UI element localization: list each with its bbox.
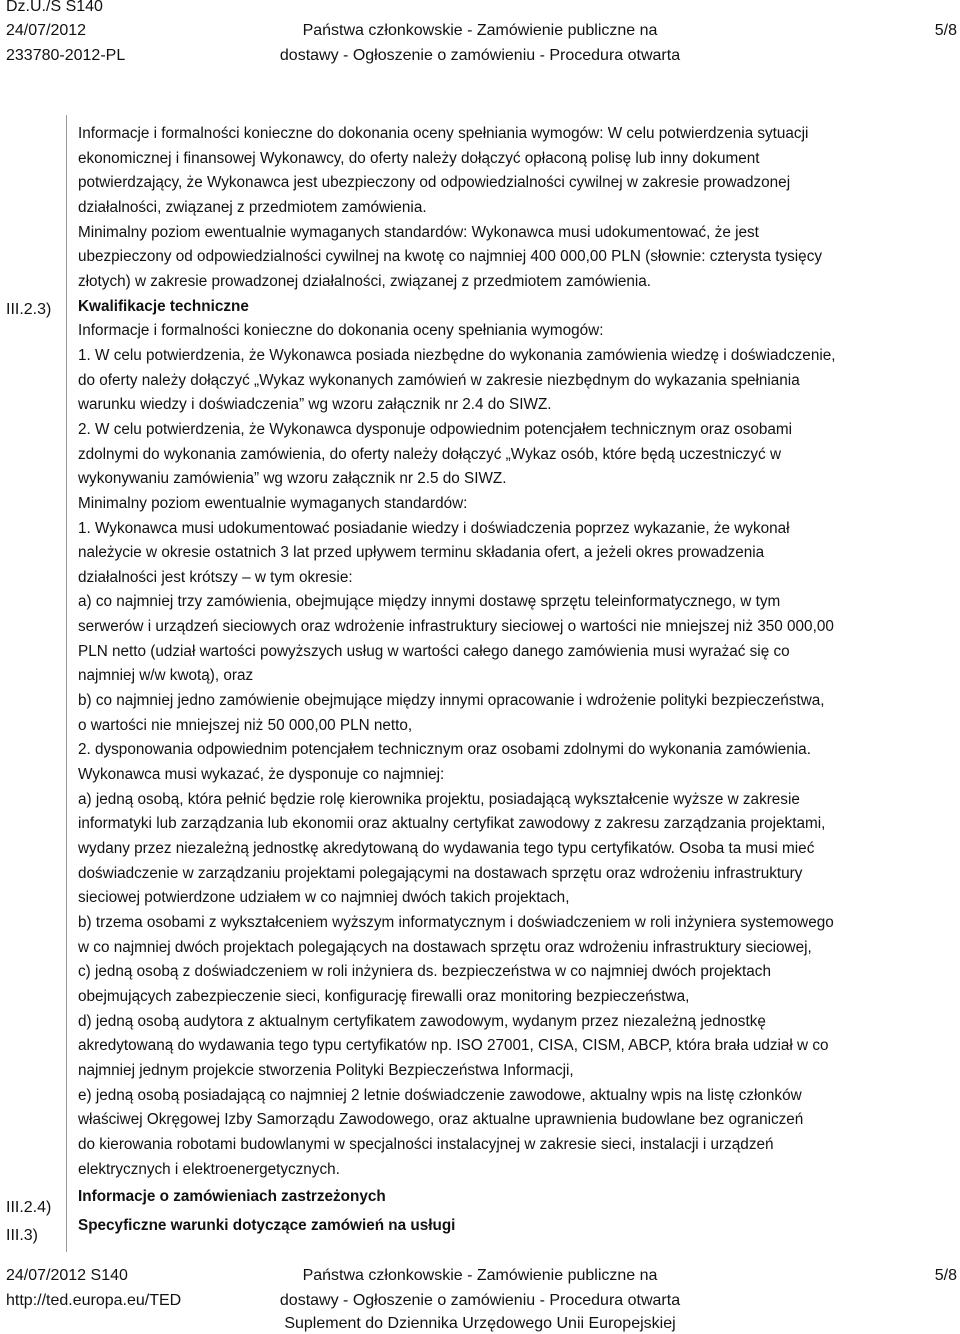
page-header [0,0,960,70]
text-line: do oferty należy dołączyć „Wykaz wykonanych zamówień w zakresie niezbędnym do wykazania spełniania [78,371,800,389]
text-line: ubezpieczony od odpowiedzialności cywilnej na kwotę co najmniej 400 000,00 PLN (słownie: czterysta tysięcy [78,248,822,266]
text-line: ekonomicznej i finansowej Wykonawcy, do oferty należy dołączyć opłaconą polisę lub inny dokument [78,149,760,167]
text-line: należycie w okresie ostatnich 3 lat przed upływem terminu składania ofert, a jeżeli okres prowadzenia [78,544,765,562]
text-line: akredytowaną do wydawania tego typu certyfikatów np. ISO 27001, CISA, CISM, ABCP, która brała udział w co [78,1037,829,1055]
footer-date-series: 24/07/2012 S140 [6,1267,128,1284]
text-line: Minimalny poziom ewentualnie wymaganych standardów: [78,494,468,512]
header-title-line-2: dostawy - Ogłoszenie o zamówieniu - Procedura otwarta [279,47,681,64]
header-title-line-1: Państwa członkowskie - Zamówienie publiczne na [302,22,658,39]
text-line: właściwej Okręgowej Izby Samorządu Zawodowego, oraz aktualne uprawnienia budowlane bez ograniczeń [78,1111,804,1129]
text-line: b) trzema osobami z wykształceniem wyższym informatycznym i doświadczeniem w roli inżyniera systemowego [78,914,834,931]
section-label-iii-3: III.3) [6,1227,39,1244]
text-line: zdolnymi do wykonania zamówienia, do oferty należy dołączyć „Wykaz osób, które będą uczestniczyć w [78,445,781,463]
text-line: potwierdzający, że Wykonawca jest ubezpieczony od odpowiedzialności cywilnej w zakresie prowadzonej [78,174,791,192]
text-line: o wartości nie mniejszej niż 50 000,00 PLN netto, [78,716,413,734]
text-line: najmniej jednym projekcie stworzenia Polityki Bezpieczeństwa Informacji, [78,1061,574,1079]
text-line: serwerów i urządzeń sieciowych oraz wdrożenie infrastruktury sieciowej o wartości nie mniejszej niż 350 000,00 [78,618,834,636]
section-heading-service-conditions: Specyficzne warunki dotyczące zamówień na usługi [78,1216,456,1234]
text-line: najmniej w/w kwotą), oraz [78,667,254,685]
section-heading-technical-qualifications: Kwalifikacje techniczne [78,297,249,315]
footer-title-line-2: dostawy - Ogłoszenie o zamówieniu - Procedura otwarta [279,1292,681,1309]
section-label-iii-2-3: III.2.3) [6,301,52,318]
notice-body [78,122,956,1239]
text-line: c) jedną osobą z doświadczeniem w roli inżyniera ds. bezpieczeństwa w co najmniej dwóch projektach [78,963,771,981]
footer-page-number: 5/8 [934,1267,957,1284]
text-line: złotych) w zakresie prowadzonej działalności, związanej z przedmiotem zamówienia. [78,272,652,290]
text-line: do kierowania robotami budowlanymi w specjalności instalacyjnej w zakresie sieci, instalacji i urządzeń [78,1135,774,1153]
text-line: b) co najmniej jedno zamówienie obejmujące między innymi opracowanie i wdrożenie polityki bezpieczeństwa, [78,692,825,710]
text-line: d) jedną osobą audytora z aktualnym certyfikatem zawodowym, wydanym przez niezależną jednostkę [78,1012,766,1030]
text-line: Informacje i formalności konieczne do dokonania oceny spełniania wymogów: [78,322,604,340]
notice-number: 233780-2012-PL [6,47,126,64]
text-line: sieciowej potwierdzone udziałem w co najmniej dwóch takich projektach, [78,889,570,907]
text-line: 2. dysponowania odpowiednim potencjałem technicznym oraz osobami zdolnymi do wykonania zamówienia. [78,741,811,759]
journal-reference: Dz.U./S S140 [6,0,103,15]
text-line: 1. Wykonawca musi udokumentować posiadanie wiedzy i doświadczenia poprzez wykazanie, że wykonał [78,519,790,537]
header-page-number: 5/8 [934,22,957,39]
footer-url-link[interactable]: http://ted.europa.eu/TED [6,1292,182,1309]
text-line: informatyki lub zarządzania lub ekonomii oraz aktualny certyfikat zawodowy z zakresu zarządzania projektami, [78,815,826,833]
text-line: doświadczenie w zarządzaniu projektami polegającymi na dostawach sprzętu oraz wdrożeniu infrastruktury [78,864,803,882]
text-line: e) jedną osobą posiadającą co najmniej 2 letnie doświadczenie zawodowe, aktualny wpis na listę członków [78,1086,802,1104]
section-label-iii-2-4: III.2.4) [6,1199,52,1216]
text-line: 1. W celu potwierdzenia, że Wykonawca posiada niezbędne do wykonania zamówienia wiedzę i doświadczenie, [78,346,836,364]
text-line: PLN netto (udział wartości powyższych usług w wartości całego danego zamówienia musi wyrażać się co [78,642,790,660]
footer-supplement-title: Suplement do Dziennika Urzędowego Unii Europejskiej [284,1315,676,1332]
text-line: wydany przez niezależną jednostkę akredytowaną do wydawania tego typu certyfikatów. Osoba ta musi mieć [78,840,815,858]
text-line: wykonywaniu zamówienia” wg wzoru załącznik nr 2.5 do SIWZ. [78,470,507,488]
text-line: a) co najmniej trzy zamówienia, obejmujące między innymi dostawę sprzętu teleinformatycznego, w tym [78,593,781,611]
text-line: obejmujących zabezpieczenie sieci, konfigurację firewalli oraz monitoring bezpieczeństwa, [78,987,690,1005]
text-line: działalności, związanej z przedmiotem zamówienia. [78,198,427,216]
header-date: 24/07/2012 [6,22,87,39]
page-footer [0,1266,960,1334]
section-divider-line [66,115,67,1252]
text-line: Minimalny poziom ewentualnie wymaganych standardów: Wykonawca musi udokumentować, że jest [78,223,759,241]
footer-title-line-1: Państwa członkowskie - Zamówienie publiczne na [302,1267,658,1284]
text-line: a) jedną osobą, która pełnić będzie rolę kierownika projektu, posiadającą wykształcenie wyższe w zakresie [78,790,800,808]
text-line: elektrycznych i elektroenergetycznych. [78,1160,340,1178]
text-line: 2. W celu potwierdzenia, że Wykonawca dysponuje odpowiednim potencjałem technicznym oraz osobami [78,420,793,438]
text-line: Informacje i formalności konieczne do dokonania oceny spełniania wymogów: W celu potwierdzenia sytuacji [78,125,809,142]
section-heading-reserved-contracts: Informacje o zamówieniach zastrzeżonych [78,1188,386,1206]
text-line: działalności jest krótszy – w tym okresie: [78,568,353,586]
text-line: Wykonawca musi wykazać, że dysponuje co najmniej: [78,766,445,784]
text-line: w co najmniej dwóch projektach polegających na dostawach sprzętu oraz wdrożeniu infrastruktury sieciowej, [78,938,812,956]
text-line: warunku wiedzy i doświadczenia” wg wzoru załącznik nr 2.4 do SIWZ. [78,396,552,414]
